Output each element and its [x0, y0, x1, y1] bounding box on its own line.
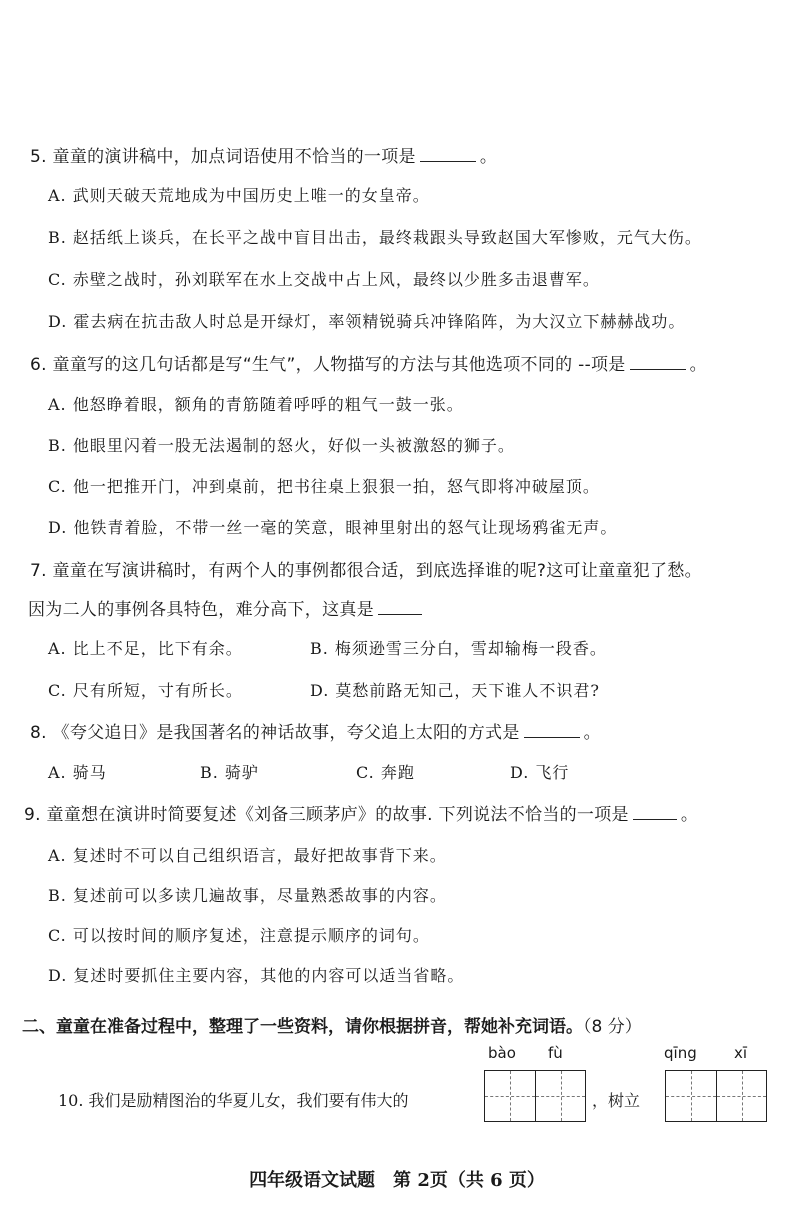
q9-stem-text: 9. 童童想在演讲时简要复述《刘备三顾茅庐》的故事. 下列说法不恰当的一项是 — [24, 805, 629, 825]
answer-blank[interactable] — [378, 600, 422, 615]
pinyin-bao: bào — [488, 1044, 516, 1062]
q5-option-c[interactable]: C. 赤壁之战时，孙刘联军在水上交战中占上风，最终以少胜多击退曹军。 — [48, 270, 600, 289]
question-5-stem — [30, 142, 497, 167]
pinyin-qing: qīng — [664, 1044, 697, 1062]
grid-cell[interactable] — [485, 1071, 535, 1121]
q8-option-d[interactable]: D. 飞行 — [510, 763, 570, 782]
q7-stem2-text: 因为二人的事例各具特色，难分高下，这真是 — [28, 600, 374, 620]
q6-stem-text: 6. 童童写的这几句话都是写“生气”，人物描写的方法与其他选项不同的 --项是 — [30, 355, 626, 375]
q5-option-d[interactable]: D. 霍去病在抗击敌人时总是开绿灯，率领精锐骑兵冲锋陷阵，为大汉立下赫赫战功。 — [48, 312, 686, 331]
q8-end: 。 — [583, 723, 601, 743]
q6-option-a[interactable]: A. 他怒睁着眼，额角的青筋随着呼呼的粗气一鼓一张。 — [48, 395, 464, 414]
grid-cell[interactable] — [666, 1071, 716, 1121]
pinyin-xi: xī — [734, 1044, 748, 1062]
question-6-stem — [30, 350, 707, 375]
q9-option-c[interactable]: C. 可以按时间的顺序复述，注意提示顺序的词句。 — [48, 926, 430, 945]
question-10-text-2: ，树立 — [592, 1091, 641, 1110]
q6-option-d[interactable]: D. 他铁青着脸，不带一丝一毫的笑意，眼神里射出的怒气让现场鸦雀无声。 — [48, 518, 618, 537]
q6-option-b[interactable]: B. 他眼里闪着一股无法遏制的怒火，好似一头被激怒的狮子。 — [48, 436, 515, 455]
section-2-title: 二、童童在准备过程中，整理了一些资料，请你根据拼音，帮她补充词语。 — [22, 1017, 583, 1037]
q8-option-b[interactable]: B. 骑驴 — [200, 763, 259, 782]
q6-end: 。 — [689, 355, 707, 375]
q5-end: 。 — [479, 147, 498, 167]
q6-option-c[interactable]: C. 他一把推开门，冲到桌前，把书往桌上狠狠一拍，怒气即将冲破屋顶。 — [48, 477, 600, 496]
answer-blank[interactable] — [633, 805, 677, 820]
q9-option-d[interactable]: D. 复述时要抓住主要内容，其他的内容可以适当省略。 — [48, 966, 465, 985]
q5-option-b[interactable]: B. 赵括纸上谈兵，在长平之战中盲目出击，最终栽跟头导致赵国大军惨败，元气大伤。 — [48, 228, 702, 247]
q5-stem-text: 5. 童童的演讲稿中，加点词语使用不恰当的一项是 — [30, 147, 416, 167]
q9-end: 。 — [680, 805, 699, 825]
question-7-stem-line1: 7. 童童在写演讲稿时，有两个人的事例都很合适，到底选择谁的呢?这可让童童犯了愁。 — [30, 561, 702, 581]
q7-option-c[interactable]: C. 尺有所短，寸有所长。 — [48, 681, 243, 700]
question-10-text: 10. 我们是励精图治的华夏儿女，我们要有伟大的 — [58, 1091, 409, 1110]
q9-option-a[interactable]: A. 复述时不可以自己组织语言，最好把故事背下来。 — [48, 846, 447, 865]
q7-option-a[interactable]: A. 比上不足，比下有余。 — [48, 639, 243, 658]
grid-cell[interactable] — [716, 1071, 766, 1121]
question-9-stem — [24, 800, 698, 825]
q8-stem-text: 8. 《夸父追日》是我国著名的神话故事，夸父追上太阳的方式是 — [30, 723, 520, 743]
answer-blank[interactable] — [420, 147, 476, 162]
page-footer: 四年级语文试题 第 2页（共 6 页） — [249, 1170, 545, 1191]
writing-grid-2[interactable] — [665, 1070, 767, 1122]
question-7-stem-line2 — [28, 595, 426, 620]
q8-option-a[interactable]: A. 骑马 — [48, 763, 107, 782]
q7-option-d[interactable]: D. 莫愁前路无知己，天下谁人不识君? — [310, 681, 601, 700]
section-2-score: （8 分） — [583, 1017, 642, 1037]
q8-option-c[interactable]: C. 奔跑 — [356, 763, 415, 782]
answer-blank[interactable] — [524, 723, 580, 738]
answer-blank[interactable] — [630, 355, 686, 370]
section-2-heading — [22, 1012, 642, 1037]
grid-cell[interactable] — [535, 1071, 585, 1121]
writing-grid-1[interactable] — [484, 1070, 586, 1122]
q7-option-b[interactable]: B. 梅须逊雪三分白，雪却输梅一段香。 — [310, 639, 607, 658]
question-8-stem — [30, 718, 601, 743]
q9-option-b[interactable]: B. 复述前可以多读几遍故事，尽量熟悉故事的内容。 — [48, 886, 447, 905]
pinyin-fu: fù — [548, 1044, 563, 1062]
q5-option-a[interactable]: A. 武则天破天荒地成为中国历史上唯一的女皇帝。 — [48, 186, 430, 205]
